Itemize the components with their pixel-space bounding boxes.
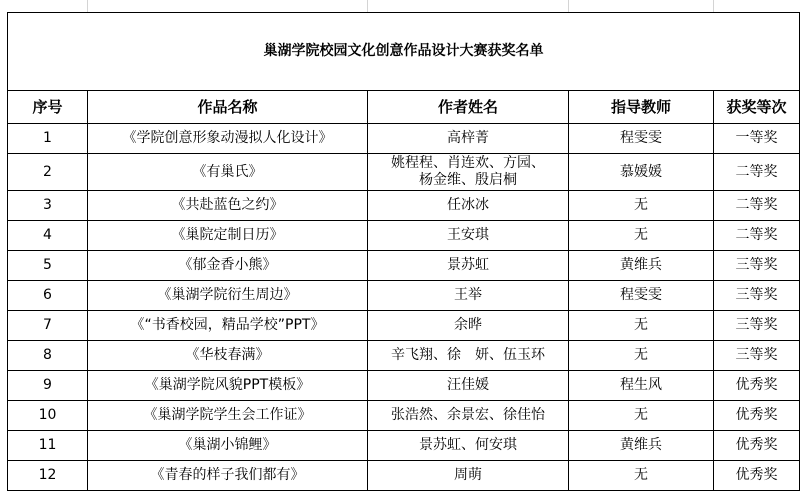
- table-row: [8, 341, 800, 371]
- header-authors: 作者姓名: [368, 91, 569, 124]
- cell-index: 8: [8, 341, 88, 371]
- cell-authors: [368, 281, 569, 311]
- cell-award: 优秀奖: [714, 461, 800, 491]
- authors-line: 王安琪: [447, 227, 489, 243]
- authors-line: 汪佳媛: [447, 377, 489, 393]
- cell-index: 10: [8, 401, 88, 431]
- award-table: [7, 12, 800, 491]
- cell-authors: [368, 191, 569, 221]
- table-title: 巢湖学院校园文化创意作品设计大赛获奖名单: [8, 13, 800, 91]
- cell-index: 1: [8, 124, 88, 154]
- cell-index: 2: [8, 154, 88, 191]
- cell-teacher: 程雯雯: [569, 124, 714, 154]
- authors-line: 辛飞翔、徐 妍、伍玉环: [391, 347, 545, 363]
- cell-award: 一等奖: [714, 124, 800, 154]
- cell-teacher: 程生风: [569, 371, 714, 401]
- cell-work: 《青春的样子我们都有》: [88, 461, 368, 491]
- cell-teacher: 慕媛媛: [569, 154, 714, 191]
- authors-line: 任冰冰: [447, 197, 489, 213]
- cell-work: 《学院创意形象动漫拟人化设计》: [88, 124, 368, 154]
- cell-work: 《华枝春满》: [88, 341, 368, 371]
- authors-line: 王举: [454, 287, 482, 303]
- table-row: [8, 371, 800, 401]
- cell-teacher: 无: [569, 311, 714, 341]
- cell-authors: [368, 431, 569, 461]
- table-row: [8, 281, 800, 311]
- cell-index: 4: [8, 221, 88, 251]
- cell-work: 《巢湖小锦鲤》: [88, 431, 368, 461]
- cell-authors: [368, 461, 569, 491]
- cell-index: 11: [8, 431, 88, 461]
- cell-teacher: 无: [569, 341, 714, 371]
- cell-award: 三等奖: [714, 311, 800, 341]
- cell-teacher: 程雯雯: [569, 281, 714, 311]
- header-row: [8, 91, 800, 124]
- cell-work: 《巢湖学院风貌PPT模板》: [88, 371, 368, 401]
- cell-authors: [368, 154, 569, 191]
- cell-work: 《郁金香小熊》: [88, 251, 368, 281]
- cell-award: 优秀奖: [714, 401, 800, 431]
- cell-award: 优秀奖: [714, 371, 800, 401]
- authors-line: 高梓菁: [447, 130, 489, 146]
- header-award: 获奖等次: [714, 91, 800, 124]
- cell-award: 三等奖: [714, 251, 800, 281]
- table-row: [8, 191, 800, 221]
- sheet-gridline: [367, 0, 368, 12]
- header-work: 作品名称: [88, 91, 368, 124]
- authors-line: 周萌: [454, 467, 482, 483]
- cell-index: 7: [8, 311, 88, 341]
- cell-award: 三等奖: [714, 281, 800, 311]
- table-row: [8, 251, 800, 281]
- table-row: [8, 311, 800, 341]
- header-index: 序号: [8, 91, 88, 124]
- cell-authors: [368, 371, 569, 401]
- title-row: [8, 13, 800, 91]
- cell-award: 二等奖: [714, 221, 800, 251]
- cell-teacher: 无: [569, 461, 714, 491]
- authors-line: 余晔: [454, 317, 482, 333]
- cell-authors: [368, 124, 569, 154]
- cell-work: 《巢湖学院衍生周边》: [88, 281, 368, 311]
- sheet-gridline: [568, 0, 569, 12]
- cell-authors: [368, 311, 569, 341]
- cell-authors: [368, 221, 569, 251]
- cell-award: 优秀奖: [714, 431, 800, 461]
- header-teacher: 指导教师: [569, 91, 714, 124]
- cell-authors: [368, 251, 569, 281]
- authors-line: 景苏虹、何安琪: [419, 437, 517, 453]
- cell-award: 二等奖: [714, 191, 800, 221]
- cell-teacher: 黄维兵: [569, 431, 714, 461]
- sheet-gridline: [713, 0, 714, 12]
- cell-work: 《共赴蓝色之约》: [88, 191, 368, 221]
- authors-line: 景苏虹: [447, 257, 489, 273]
- cell-work: 《巢湖学院学生会工作证》: [88, 401, 368, 431]
- cell-work: 《有巢氏》: [88, 154, 368, 191]
- table-row: [8, 461, 800, 491]
- authors-line: 张浩然、余景宏、徐佳怡: [391, 407, 545, 423]
- authors-line: 姚程程、肖连欢、方园、: [391, 155, 545, 171]
- cell-work: 《巢院定制日历》: [88, 221, 368, 251]
- cell-authors: [368, 341, 569, 371]
- cell-award: 二等奖: [714, 154, 800, 191]
- cell-teacher: 无: [569, 401, 714, 431]
- cell-index: 5: [8, 251, 88, 281]
- cell-teacher: 无: [569, 191, 714, 221]
- table-row: [8, 154, 800, 191]
- cell-work: 《“书香校园，精品学校”PPT》: [88, 311, 368, 341]
- cell-index: 6: [8, 281, 88, 311]
- table-row: [8, 221, 800, 251]
- cell-index: 9: [8, 371, 88, 401]
- table-row: [8, 124, 800, 154]
- table-row: [8, 401, 800, 431]
- cell-teacher: 黄维兵: [569, 251, 714, 281]
- cell-authors: [368, 401, 569, 431]
- cell-award: 三等奖: [714, 341, 800, 371]
- sheet-gridline: [87, 0, 88, 12]
- table-row: [8, 431, 800, 461]
- cell-index: 12: [8, 461, 88, 491]
- cell-index: 3: [8, 191, 88, 221]
- cell-teacher: 无: [569, 221, 714, 251]
- authors-line: 杨金维、殷启桐: [419, 172, 517, 188]
